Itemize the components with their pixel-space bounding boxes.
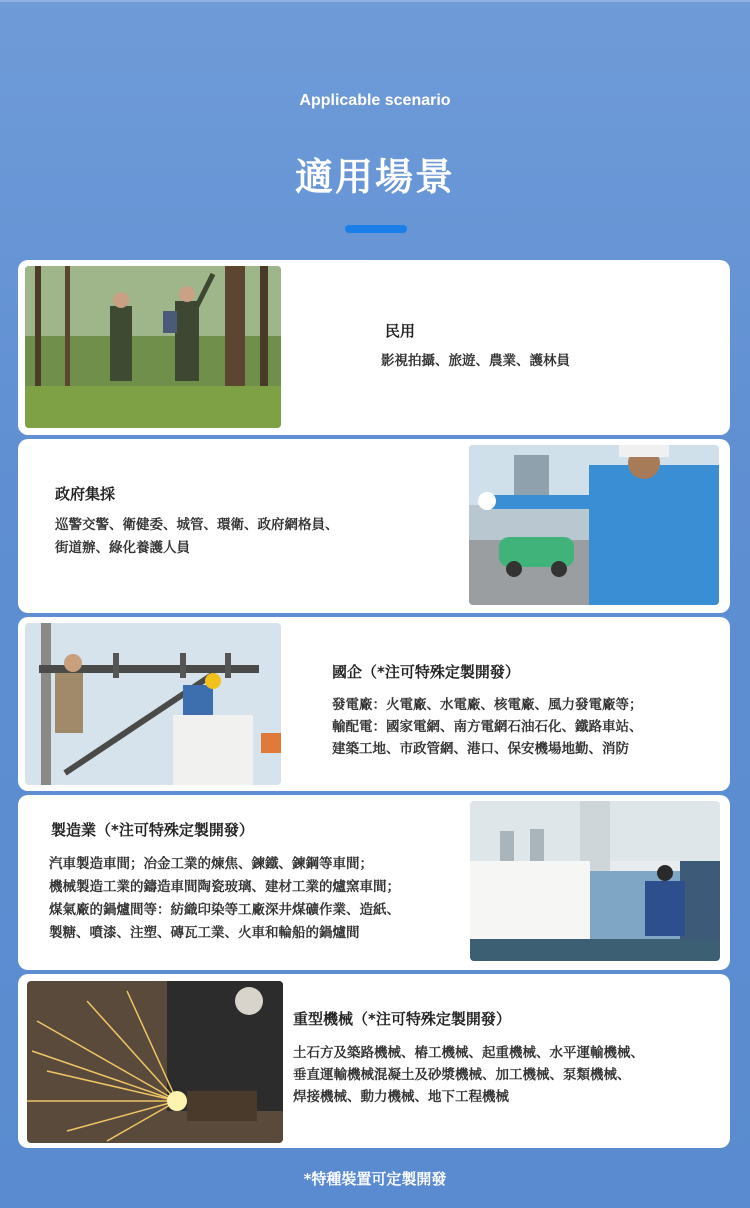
- scenario-line: 影視拍攝、旅遊、農業、護林員: [381, 353, 570, 369]
- scenario-line: 煤氣廠的鍋爐間等：紡織印染等工廠深井煤礦作業、造紙、: [49, 902, 400, 918]
- scenario-line: 輸配電：國家電網、南方電網石油石化、鐵路車站、: [332, 719, 643, 735]
- scenario-line: 機械製造工業的鑄造車間陶瓷玻璃、建材工業的爐窯車間；: [49, 879, 400, 895]
- scenario-title: 民用: [385, 322, 416, 340]
- welding-sparks-photo: [27, 981, 283, 1143]
- scenario-line: 土石方及築路機械、樁工機械、起重機械、水平運輸機械、: [293, 1045, 644, 1061]
- forest-rangers-photo: [25, 266, 281, 428]
- injection-molding-factory-photo: [470, 801, 720, 961]
- scenario-line: 焊接機械、動力機械、地下工程機械: [293, 1089, 509, 1105]
- scenario-line: 街道辦、綠化養護人員: [55, 540, 190, 556]
- traffic-police-photo: [469, 445, 719, 605]
- power-line-workers-photo: [25, 623, 281, 785]
- title-underline: [345, 225, 407, 233]
- scenario-line: 汽車製造車間；冶金工業的煉焦、鍊鐵、鍊鋼等車間；: [49, 856, 373, 872]
- custom-development-note: *特種裝置可定製開發: [303, 1170, 447, 1188]
- scenario-title: 重型機械（*注可特殊定製開發）: [293, 1010, 511, 1028]
- scenario-line: 巡警交警、衛健委、城管、環衛、政府網格員、: [55, 517, 339, 533]
- section-title: 適用場景: [294, 155, 455, 199]
- scenario-title: 製造業（*注可特殊定製開發）: [51, 821, 254, 839]
- scenario-card-state-enterprise: [18, 617, 730, 791]
- scenario-line: 垂直運輸機械混凝土及砂漿機械、加工機械、泵類機械、: [293, 1067, 631, 1083]
- scenario-line: 建築工地、市政管網、港口、保安機場地勤、消防: [332, 741, 629, 757]
- scenario-title: 國企（*注可特殊定製開發）: [332, 663, 520, 681]
- scenario-line: 製糖、噴漆、注塑、磚瓦工業、火車和輪船的鍋爐間: [49, 925, 360, 941]
- scenario-card-government: [18, 439, 730, 613]
- scenario-line: 發電廠：火電廠、水電廠、核電廠、風力發電廠等；: [332, 697, 643, 713]
- scenario-card-heavy-machinery: [18, 974, 730, 1148]
- section-subtitle: Applicable scenario: [299, 92, 451, 109]
- top-divider: [0, 0, 750, 2]
- scenario-card-civilian: [18, 260, 730, 435]
- scenario-title: 政府集採: [55, 485, 116, 503]
- scenario-card-manufacturing: [18, 795, 730, 970]
